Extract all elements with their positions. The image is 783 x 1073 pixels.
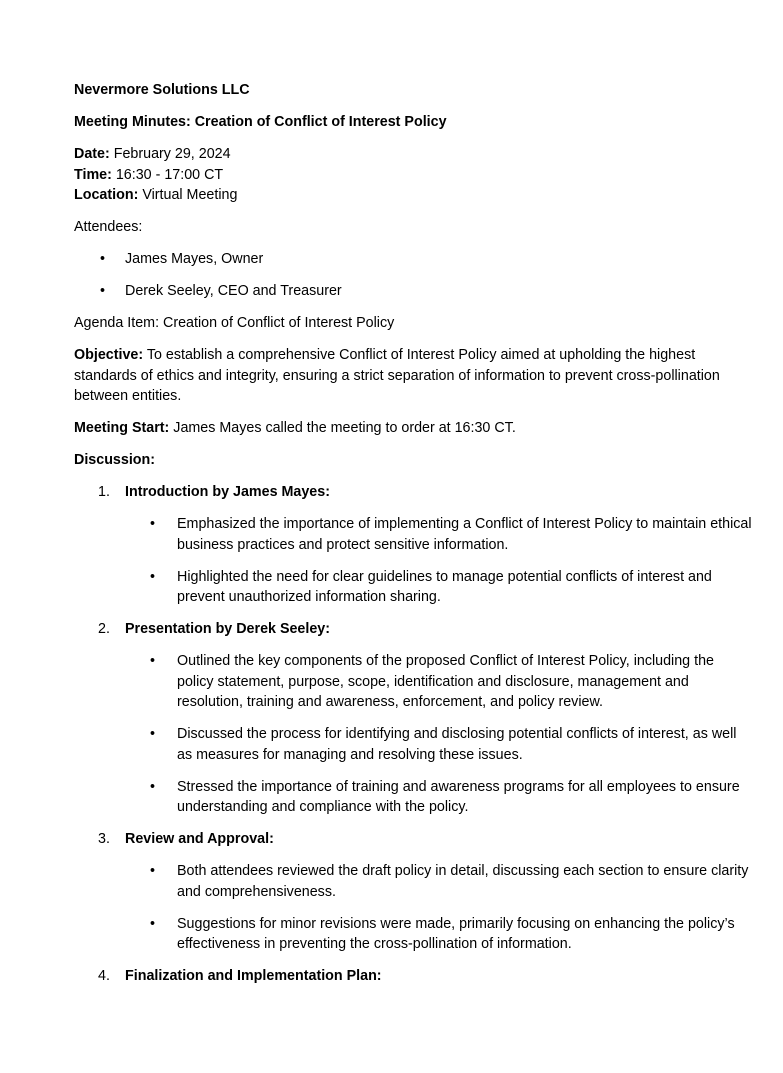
item-title: Introduction by James Mayes: (125, 484, 330, 500)
meeting-meta (74, 144, 754, 206)
discussion-item (74, 966, 754, 987)
list-item: • Outlined the key components of the proposed Conflict of Interest Policy, including the policy statement, purpose, scope, identification and disclosure, management and resolution, training and awareness, enforcement, and policy review. (150, 653, 714, 710)
meeting-start: Meeting Start: James Mayes called the meeting to order at 16:30 CT. (74, 420, 516, 436)
list-item: • Suggestions for minor revisions were made, primarily focusing on enhancing the policy’s effectiveness in preventing the cross-pollination of information. (150, 915, 735, 952)
discussion-points (74, 651, 754, 818)
item-number: 3. (98, 831, 110, 847)
time-line: Time: 16:30 - 17:00 CT (74, 166, 224, 183)
item-number: 1. (98, 484, 110, 500)
objective: Objective: To establish a comprehensive Conflict of Interest Policy aimed at upholding the highest standards of ethics and integrity, ensuring a strict separation of information to prevent cross-pollination between entities. (74, 347, 720, 404)
list-item: • Both attendees reviewed the draft policy in detail, discussing each section to ensure clarity and comprehensiveness. (150, 863, 749, 900)
document-page (74, 80, 754, 998)
list-item: • Stressed the importance of training and awareness programs for all employees to ensure understanding and compliance with the policy. (150, 778, 740, 815)
document-title: Meeting Minutes: Creation of Conflict of Interest Policy (74, 114, 447, 130)
discussion-heading: Discussion: (74, 452, 156, 468)
item-title: Presentation by Derek Seeley: (125, 621, 331, 637)
list-item: • Emphasized the importance of implementing a Conflict of Interest Policy to maintain ethical business practices and protect sensitive information. (150, 516, 752, 553)
bullet-icon: • (150, 653, 156, 669)
bullet-icon: • (150, 863, 156, 879)
company-name: Nevermore Solutions LLC (74, 82, 250, 98)
bullet-icon: • (150, 726, 156, 742)
discussion-item (74, 619, 754, 640)
bullet-icon: • (150, 778, 156, 795)
list-item: • Derek Seeley, CEO and Treasurer (74, 281, 754, 302)
list-item: • Highlighted the need for clear guidelines to manage potential conflicts of interest and prevent unauthorized information sharing. (150, 568, 712, 605)
agenda-item: Agenda Item: Creation of Conflict of Interest Policy (74, 315, 395, 331)
discussion-points (74, 861, 754, 955)
attendees-list (74, 249, 754, 302)
bullet-icon: • (100, 283, 106, 299)
item-title: Finalization and Implementation Plan: (125, 968, 382, 984)
item-number: 4. (98, 968, 110, 984)
discussion-points (74, 514, 754, 608)
discussion-item (74, 482, 754, 503)
item-title: Review and Approval: (125, 831, 274, 847)
bullet-icon: • (150, 516, 156, 532)
location-line: Location: Virtual Meeting (74, 187, 238, 203)
bullet-icon: • (150, 915, 156, 932)
list-item: • James Mayes, Owner (74, 249, 754, 270)
discussion-item (74, 829, 754, 850)
list-item: • Discussed the process for identifying and disclosing potential conflicts of interest, as well as measures for managing and resolving these issues. (150, 726, 737, 763)
item-number: 2. (98, 621, 110, 637)
bullet-icon: • (100, 251, 106, 267)
bullet-icon: • (150, 568, 156, 585)
date-line: Date: February 29, 2024 (74, 146, 231, 162)
attendees-heading: Attendees: (74, 219, 143, 235)
